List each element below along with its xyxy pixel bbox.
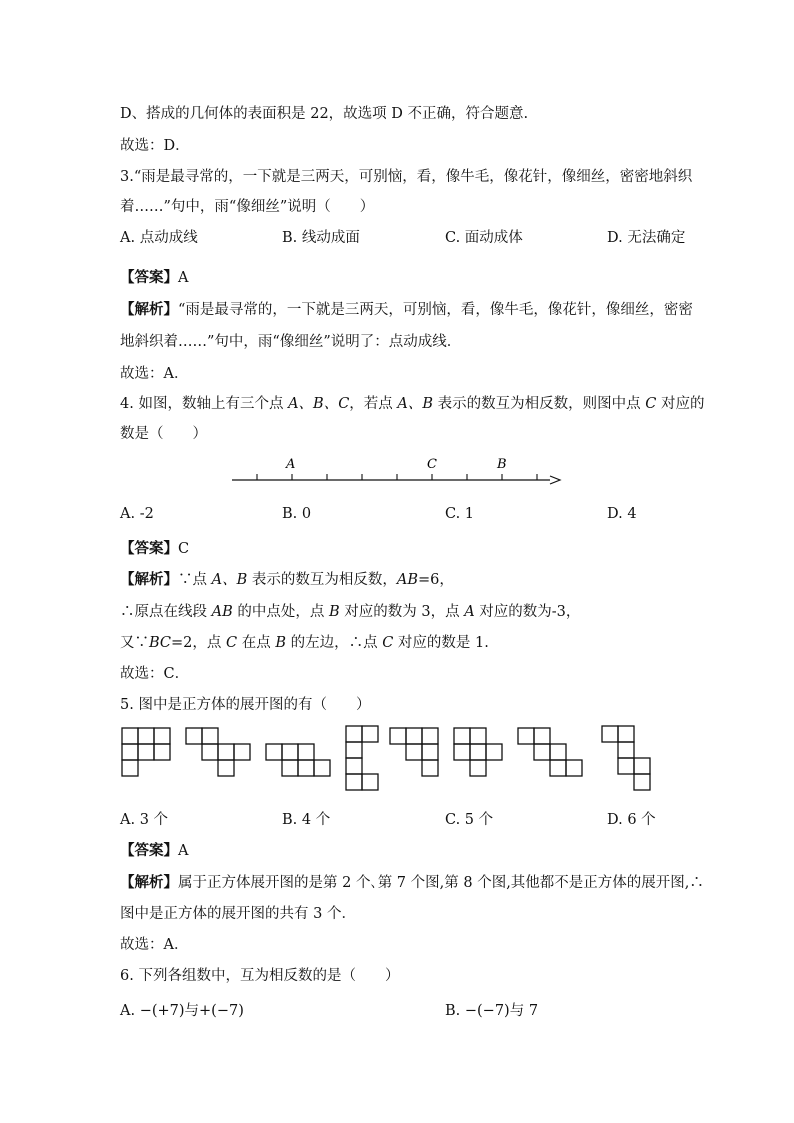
q4-option-d: D. 4	[607, 506, 637, 522]
q4-text: 表示的数互为相反数，则图中点	[433, 396, 646, 412]
explanation-tag: 【解析】	[120, 571, 178, 588]
q5-option-b: B. 4 个	[282, 812, 331, 828]
explanation-5-line-2: 图中是正方体的展开图的共有 3 个．	[120, 906, 356, 922]
net-4	[346, 726, 378, 790]
explanation-tag: 【解析】	[120, 301, 178, 318]
q4-text: ，若点	[349, 396, 398, 412]
number-line-label-a: A	[286, 457, 296, 472]
select-3: 故选：A．	[120, 366, 189, 382]
answer-5	[120, 841, 188, 861]
text-line-d-surface-area: D、搭成的几何体的表面积是 22，故选项 D 不正确，符合题意.	[120, 106, 529, 122]
explanation-text: “雨是最寻常的，一下就是三两天，可别恼，看，像牛毛，像花针，像细丝，密密	[178, 302, 693, 318]
q6-option-a: A. −(+7)与+(−7)	[120, 1003, 244, 1019]
explanation-3-line-2: 地斜织着……”句中，雨“像细丝”说明了：点动成线．	[120, 334, 462, 350]
answer-value: A	[178, 843, 189, 859]
net-6	[454, 728, 502, 776]
exp4-var: AB	[396, 572, 418, 588]
explanation-4-line-1	[120, 570, 454, 590]
exp4-text: =6，	[418, 572, 454, 588]
answer-4	[120, 539, 189, 559]
q3-option-c: C. 面动成体	[445, 230, 523, 246]
number-line-ticks	[257, 474, 537, 480]
question-3-line-1: 3.“雨是最寻常的，一下就是三两天，可别恼，看，像牛毛，像花针，像细丝，密密地斜织	[120, 169, 693, 185]
question-3-line-2: 着……”句中，雨“像细丝”说明（ ）	[120, 199, 375, 215]
q5-option-a: A. 3 个	[120, 812, 169, 828]
exp4-text: 对应的数是 1.	[393, 635, 489, 651]
net-1	[122, 728, 170, 776]
exp4-var: AB	[211, 604, 233, 620]
question-6: 6. 下列各组数中，互为相反数的是（ ）	[120, 968, 400, 984]
answer-3	[120, 268, 188, 288]
q4-text: 4. 如图，数轴上有三个点	[120, 396, 289, 412]
exp4-var: B	[328, 604, 340, 620]
exp4-text: 的左边，∴点	[286, 635, 383, 651]
exp4-var: A	[464, 604, 475, 620]
answer-tag: 【答案】	[120, 540, 178, 557]
exp4-text: =2，点	[171, 635, 227, 651]
q4-option-c: C. 1	[445, 506, 475, 522]
exp4-text: 对应的数为 3，点	[339, 604, 465, 620]
q4-points: A、B	[397, 396, 434, 412]
q3-option-b: B. 线动成面	[282, 230, 360, 246]
number-line-label-c: C	[427, 457, 437, 472]
answer-tag: 【答案】	[120, 269, 178, 286]
net-2	[186, 728, 250, 776]
explanation-tag: 【解析】	[120, 874, 178, 891]
exp4-text: ∴原点在线段	[120, 604, 212, 620]
explanation-3-line-1	[120, 300, 693, 320]
answer-tag: 【答案】	[120, 842, 178, 859]
q4-text: 对应的	[656, 396, 705, 412]
answer-value: A	[178, 270, 189, 286]
explanation-text: 属于正方体展开图的是第 2 个､第 7 个图,第 8 个图,其他都不是正方体的展开图,∴	[178, 875, 704, 891]
question-5: 5. 图中是正方体的展开图的有（ ）	[120, 697, 371, 713]
exp4-text: 在点	[237, 635, 276, 651]
q4-option-a: A. -2	[120, 506, 154, 522]
q5-option-c: C. 5 个	[445, 812, 494, 828]
exp4-var: BC	[149, 635, 172, 651]
arrow-icon	[550, 476, 560, 484]
text-line-choose-d: 故选：D．	[120, 138, 190, 154]
q6-option-b: B. −(−7)与 7	[445, 1003, 539, 1019]
number-line	[228, 452, 564, 492]
net-8	[602, 726, 650, 790]
exp4-var: C	[226, 635, 238, 651]
question-4-line-1	[120, 394, 704, 414]
explanation-4-line-3	[120, 633, 489, 653]
q5-option-d: D. 6 个	[607, 812, 656, 828]
explanation-4-line-2	[120, 602, 580, 622]
net-5	[390, 728, 438, 776]
q4-point-c: C	[645, 396, 657, 412]
question-4-line-2: 数是（ ）	[120, 426, 207, 442]
exp4-var: B	[275, 635, 286, 651]
q3-option-d: D. 无法确定	[607, 230, 686, 246]
exp4-text: 又∵	[120, 635, 149, 651]
cube-nets-figure	[118, 722, 658, 804]
select-5: 故选：A．	[120, 937, 189, 953]
exp4-text: 表示的数互为相反数，	[247, 572, 397, 588]
q4-option-b: B. 0	[282, 506, 312, 522]
answer-value: C	[178, 541, 190, 557]
q4-points: A、B、C	[288, 396, 350, 412]
net-3	[266, 744, 330, 776]
select-4: 故选：C．	[120, 666, 190, 682]
q3-option-a: A. 点动成线	[120, 230, 198, 246]
exp4-text: 对应的数为-3，	[474, 604, 581, 620]
exp4-text: ∵点	[178, 572, 212, 588]
exp4-var: C	[382, 635, 394, 651]
exp4-text: 的中点处，点	[232, 604, 329, 620]
number-line-label-b: B	[497, 457, 507, 472]
net-7	[518, 728, 582, 776]
exp4-var: A、B	[211, 572, 248, 588]
explanation-5-line-1	[120, 873, 704, 893]
